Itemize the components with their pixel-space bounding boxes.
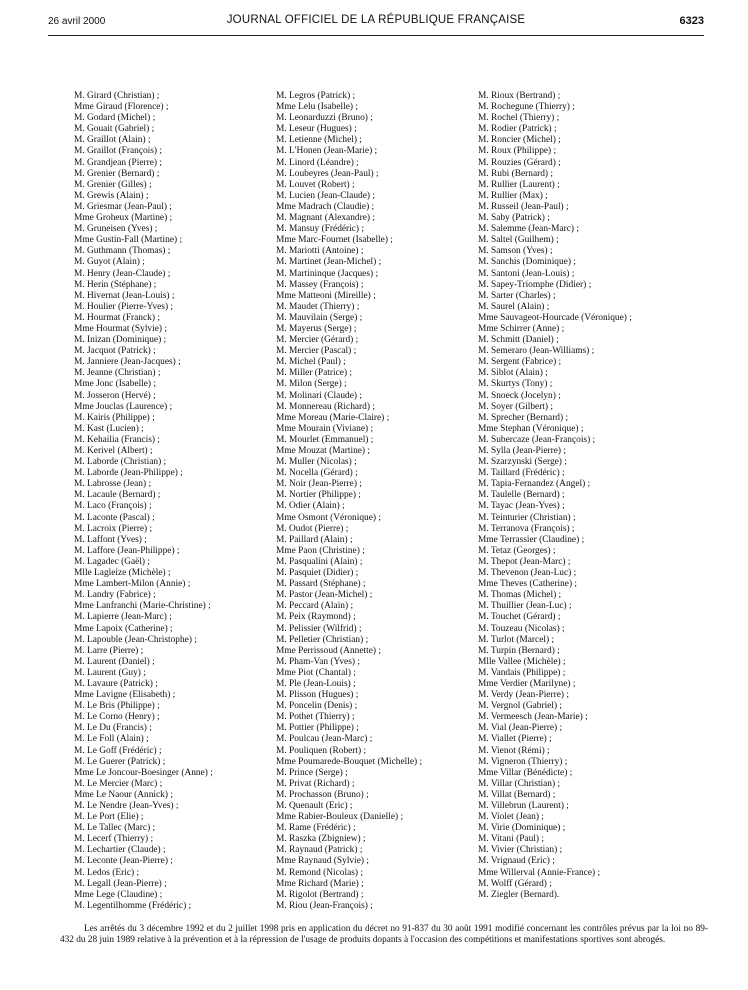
journal-title: JOURNAL OFFICIEL DE LA RÉPUBLIQUE FRANÇAISE <box>226 14 526 26</box>
name-entry: M. Milon (Serge) ; <box>276 379 347 390</box>
name-entry: M. Prochasson (Bruno) ; <box>276 789 369 800</box>
name-entry: Mme Jouclas (Laurence) ; <box>74 401 173 412</box>
name-entry: M. Saurel (Alain) ; <box>478 301 550 312</box>
name-entry: M. Odier (Alain) ; <box>276 501 345 512</box>
name-entry: M. L'Honen (Jean-Marie) ; <box>276 146 378 157</box>
name-entry: M. Privat (Richard) ; <box>276 778 355 789</box>
name-entry: M. Laurent (Guy) ; <box>74 667 146 678</box>
page-header <box>48 10 704 36</box>
issue-date: 26 avril 2000 <box>48 16 106 27</box>
name-entry: M. Prince (Serge) ; <box>276 767 348 778</box>
name-entry: M. Saby (Patrick) ; <box>478 213 550 224</box>
name-entry: Mme Lanfranchi (Marie-Christine) ; <box>74 601 211 612</box>
name-entry: M. Santoni (Jean-Louis) ; <box>478 268 575 279</box>
name-entry: M. Terranova (François) ; <box>478 523 575 534</box>
name-entry: Mme Villar (Bénédicte) ; <box>478 767 573 778</box>
name-entry: M. Taillard (Frédéric) ; <box>478 468 565 479</box>
name-entry: M. Mourlet (Emmanuel) ; <box>276 434 374 445</box>
name-entry: M. Skurtys (Tony) ; <box>478 379 553 390</box>
name-entry: M. Teinturier (Christian) ; <box>478 512 576 523</box>
name-entry: M. Le Corno (Henry) ; <box>74 712 160 723</box>
name-entry: M. Molinari (Claude) ; <box>276 390 362 401</box>
name-entry: Mme Mouzat (Martine) ; <box>276 446 370 456</box>
name-entry: Mme Paon (Christine) ; <box>276 545 365 556</box>
name-entry: M. Laconte (Pascal) ; <box>74 512 155 523</box>
name-entry: M. Siblot (Alain) ; <box>478 368 548 379</box>
name-entry: M. Godard (Michel) ; <box>74 113 156 124</box>
name-entry: M. Mercier (Pascal) ; <box>276 346 357 357</box>
name-entry: M. Riou (Jean-François) ; <box>276 900 373 911</box>
name-entry: Mme Schirrer (Anne) ; <box>478 323 565 334</box>
name-entry: Mme Piot (Chantal) ; <box>276 667 356 678</box>
name-entry: M. Jacquot (Patrick) ; <box>74 346 156 357</box>
name-entry: M. Guyot (Alain) ; <box>74 257 145 268</box>
name-entry: M. Grewis (Alain) ; <box>74 190 149 201</box>
name-entry: M. Lapierre (Jean-Marc) ; <box>74 612 172 623</box>
name-entry: M. Miller (Patrice) ; <box>276 368 353 379</box>
name-entry: Mme Matteoni (Mireille) ; <box>276 290 376 301</box>
name-entry: M. Loubeyres (Jean-Paul) ; <box>276 168 379 179</box>
name-entry: M. Noir (Jean-Pierre) ; <box>276 479 362 490</box>
name-entry: M. Louvet (Robert) ; <box>276 179 355 190</box>
name-entry: Mme Theves (Catherine) ; <box>478 579 578 590</box>
name-entry: M. Pottier (Philippe) ; <box>276 723 359 734</box>
name-entry: M. Laffore (Jean-Philippe) ; <box>74 545 180 556</box>
name-entry: M. Verdy (Jean-Pierre) ; <box>478 690 569 701</box>
name-entry: Mme Rabier-Bouleux (Danielle) ; <box>276 812 404 823</box>
name-entry: Mlle Vallee (Michèle) ; <box>478 656 566 667</box>
name-entry: M. Monnereau (Richard) ; <box>276 401 375 412</box>
name-entry: M. Roncier (Michel) ; <box>478 135 561 146</box>
name-entry: Mme Raynaud (Sylvie) ; <box>276 856 369 867</box>
name-entry: M. Josseron (Hervé) ; <box>74 390 156 401</box>
name-entry: M. Turlot (Marcel) ; <box>478 634 555 645</box>
name-entry: M. Lagadec (Gaël) ; <box>74 556 151 567</box>
name-entry: M. Rodier (Patrick) ; <box>478 124 557 135</box>
name-entry: M. Le Goff (Frédéric) ; <box>74 745 162 756</box>
name-entry: M. Vienot (Rémi) ; <box>478 745 550 756</box>
name-entry: M. Le Bris (Philippe) ; <box>74 701 160 712</box>
name-entry: M. Paillard (Alain) ; <box>276 534 353 545</box>
name-entry: Mme Moreau (Marie-Claire) ; <box>276 412 390 423</box>
name-entry: M. Sprecher (Bernard) ; <box>478 412 569 423</box>
name-entry: M. Rame (Frédéric) ; <box>276 823 356 834</box>
name-entry: M. Wolff (Gérard) ; <box>478 878 552 889</box>
name-entry: M. Kehailia (Francis) ; <box>74 434 160 445</box>
name-entry: M. Rullier (Laurent) ; <box>478 179 560 190</box>
name-entry: M. Vitani (Paul) ; <box>478 834 544 845</box>
name-entry: M. Mayerus (Serge) ; <box>276 323 357 334</box>
name-entry: M. Grenier (Gilles) ; <box>74 179 152 190</box>
name-entry: M. Legall (Jean-Pierre) ; <box>74 878 167 889</box>
name-entry: M. Guthmann (Thomas) ; <box>74 246 171 257</box>
name-entry: M. Roux (Philippe) ; <box>478 146 557 157</box>
name-entry: M. Mariotti (Antoine) ; <box>276 246 364 257</box>
name-entry: Mme Lapoix (Catherine) ; <box>74 623 173 634</box>
name-entry: M. Linord (Léandre) ; <box>276 157 359 168</box>
name-entry: M. Vandais (Philippe) ; <box>478 667 566 678</box>
name-entry: Mme Verdier (Marilyne) ; <box>478 678 576 689</box>
name-column-2 <box>276 91 476 912</box>
name-entry: M. Samson (Yves) ; <box>478 246 553 257</box>
page-number: 6323 <box>679 15 704 27</box>
name-entry: M. Graillot (Alain) ; <box>74 135 151 146</box>
name-entry: M. Plisson (Hugues) ; <box>276 690 359 701</box>
name-entry: M. Villebrun (Laurent) ; <box>478 801 569 811</box>
name-entry: M. Salemme (Jean-Marc) ; <box>478 224 580 235</box>
name-entry: M. Larre (Pierre) ; <box>74 645 144 656</box>
name-entry: M. Sylla (Jean-Pierre) ; <box>478 446 566 456</box>
header-rule <box>48 35 704 36</box>
name-entry: M. Pothet (Thierry) ; <box>276 712 355 723</box>
name-entry: M. Maudet (Thierry) ; <box>276 301 360 312</box>
name-entry: M. Lecerf (Thierry) ; <box>74 834 154 845</box>
name-entry: Mme Madrach (Claudie) ; <box>276 201 375 212</box>
name-entry: M. Muller (Nicolas) ; <box>276 457 357 468</box>
name-entry: M. Pham-Van (Yves) ; <box>276 656 360 667</box>
name-entry: M. Poncelin (Denis) ; <box>276 701 358 712</box>
footnote-decree: Les arrêtés du 3 décembre 1992 et du 2 juillet 1998 pris en application du décret no 91-837 du 30 août 1991 modifié concernant les contrôles prévus par la loi no 89-432 du 28 juin 1989 relative à la prévention et à la répression de l'usage de produits dopants à l'occasion des compétitions et manifestations sportives sont abrogés. <box>60 924 708 946</box>
name-entry: M. Pelissier (Wilfrid) ; <box>276 623 362 634</box>
name-entry: Mme Poumarede-Bouquet (Michelle) ; <box>276 756 423 767</box>
name-entry: M. Subercaze (Jean-François) ; <box>478 434 596 445</box>
name-entry: Mme Osmont (Véronique) ; <box>276 512 381 523</box>
name-entry: Mme Mourain (Viviane) ; <box>276 423 374 434</box>
name-entry: M. Thevenon (Jean-Luc) ; <box>478 568 577 579</box>
name-entry: M. Ledos (Eric) ; <box>74 867 140 878</box>
name-entry: M. Rigolot (Bertrand) ; <box>276 889 364 900</box>
name-entry: M. Vermeesch (Jean-Marie) ; <box>478 712 588 723</box>
name-entry: M. Le Foll (Alain) ; <box>74 734 149 745</box>
name-entry: M. Lacroix (Pierre) ; <box>74 523 153 534</box>
name-entry: M. Gruneisen (Yves) ; <box>74 224 158 235</box>
name-entry: M. Massey (François) ; <box>276 279 364 290</box>
name-entry: M. Vivier (Christian) ; <box>478 845 563 856</box>
name-entry: M. Ple (Jean-Louis) ; <box>276 678 356 689</box>
name-entry: M. Legentilhomme (Frédéric) ; <box>74 900 192 911</box>
name-entry: M. Tapia-Fernandez (Angel) ; <box>478 479 591 490</box>
name-entry: M. Kairis (Philippe) ; <box>74 412 155 423</box>
name-entry: Mme Hourmat (Sylvie) ; <box>74 323 167 334</box>
name-entry: M. Rullier (Max) ; <box>478 190 548 201</box>
name-entry: M. Leseur (Hugues) ; <box>276 124 357 135</box>
name-entry: M. Thepot (Jean-Marc) ; <box>478 556 571 567</box>
name-entry: M. Rouzies (Gérard) ; <box>478 157 561 168</box>
name-entry: Mme Groheux (Martine) ; <box>74 213 173 224</box>
name-entry: M. Herin (Stéphane) ; <box>74 279 157 290</box>
name-entry: M. Violet (Jean) ; <box>478 812 544 823</box>
name-entry: M. Mauvilain (Serge) ; <box>276 312 363 323</box>
name-entry: M. Virie (Dominique) ; <box>478 823 566 834</box>
name-entry: M. Le Du (Francis) ; <box>74 723 152 734</box>
name-entry: Mme Lelu (Isabelle) ; <box>276 102 358 113</box>
name-entry: M. Mansuy (Frédéric) ; <box>276 224 365 235</box>
name-entry: Mme Lege (Claudine) ; <box>74 889 163 900</box>
name-entry: M. Villar (Christian) ; <box>478 778 561 789</box>
name-entry: M. Gouait (Gabriel) ; <box>74 124 155 135</box>
name-entry: M. Rochel (Thierry) ; <box>478 113 560 124</box>
name-entry: Mme Jonc (Isabelle) ; <box>74 379 157 390</box>
name-entry: M. Villat (Bernard) ; <box>478 789 556 800</box>
name-entry: M. Letienne (Michel) ; <box>276 135 362 146</box>
name-entry: Mme Le Joncour-Boesinger (Anne) ; <box>74 767 213 778</box>
name-entry: M. Vial (Jean-Pierre) ; <box>478 723 563 734</box>
name-entry: Mme Terrassier (Claudine) ; <box>478 534 585 545</box>
name-entry: Mme Le Naour (Annick) ; <box>74 789 173 800</box>
name-entry: M. Peccard (Alain) ; <box>276 601 354 612</box>
name-entry: M. Legros (Patrick) ; <box>276 91 356 101</box>
name-entry: M. Oudot (Pierre) ; <box>276 523 349 534</box>
name-entry: M. Tetaz (Georges) ; <box>478 545 556 556</box>
name-entry: M. Janniere (Jean-Jacques) ; <box>74 357 181 368</box>
name-entry: M. Laffont (Yves) ; <box>74 534 147 545</box>
name-entry: M. Vrignaud (Eric) ; <box>478 856 555 867</box>
name-entry: M. Semeraro (Jean-Williams) ; <box>478 346 595 357</box>
name-entry: M. Pastor (Jean-Michel) ; <box>276 590 373 601</box>
name-entry: M. Peix (Raymond) ; <box>276 612 356 623</box>
name-entry: Mme Sauvageot-Hourcade (Véronique) ; <box>478 312 632 323</box>
name-entry: M. Leonarduzzi (Bruno) ; <box>276 113 373 124</box>
name-entry: Mme Lavigne (Elisabeth) ; <box>74 690 176 701</box>
name-entry: M. Le Tallec (Marc) ; <box>74 823 156 834</box>
name-column-1 <box>74 91 269 912</box>
name-entry: Mme Perrissoud (Annette) ; <box>276 645 381 656</box>
name-entry: M. Rioux (Bertrand) ; <box>478 91 561 101</box>
name-entry: M. Le Port (Elie) ; <box>74 812 144 823</box>
name-entry: M. Touzeau (Nicolas) ; <box>478 623 565 634</box>
name-entry: M. Ziegler (Bernard). <box>478 889 560 900</box>
name-entry: M. Lacaule (Bernard) ; <box>74 490 161 501</box>
name-entry: M. Nocella (Gérard) ; <box>276 468 358 479</box>
name-entry: M. Inizan (Dominique) ; <box>74 335 167 346</box>
name-entry: M. Soyer (Gilbert) ; <box>478 401 553 412</box>
name-entry: M. Pouliquen (Robert) ; <box>276 745 367 756</box>
name-entry: M. Tayac (Jean-Yves) ; <box>478 501 565 512</box>
name-entry: Mme Richard (Marie) ; <box>276 878 364 889</box>
name-entry: M. Michel (Paul) ; <box>276 357 346 368</box>
name-entry: M. Kast (Lucien) ; <box>74 423 144 434</box>
name-entry: M. Landry (Fabrice) ; <box>74 590 156 601</box>
name-entry: M. Quenault (Eric) ; <box>276 801 353 811</box>
name-entry: M. Passard (Stéphane) ; <box>276 579 366 590</box>
name-entry: Mme Giraud (Florence) ; <box>74 102 169 113</box>
name-entry: M. Hourmat (Franck) ; <box>74 312 160 323</box>
name-entry: M. Schmitt (Daniel) ; <box>478 335 559 346</box>
name-entry: M. Vergnol (Gabriel) ; <box>478 701 563 712</box>
name-entry: M. Mercier (Gérard) ; <box>276 335 359 346</box>
name-entry: M. Szarzynski (Serge) ; <box>478 457 567 468</box>
name-entry: M. Grandjean (Pierre) ; <box>74 157 162 168</box>
name-entry: M. Thomas (Michel) ; <box>478 590 562 601</box>
name-entry: M. Touchet (Gérard) ; <box>478 612 561 623</box>
name-entry: M. Snoeck (Jocelyn) ; <box>478 390 561 401</box>
name-entry: M. Lapouble (Jean-Christophe) ; <box>74 634 197 645</box>
name-entry: M. Thuillier (Jean-Luc) ; <box>478 601 572 612</box>
name-entry: Mme Gustin-Fall (Martine) ; <box>74 235 183 246</box>
name-entry: M. Pelletier (Christian) ; <box>276 634 369 645</box>
name-entry: M. Saltel (Guilhem) ; <box>478 235 559 246</box>
name-entry: Mme Willerval (Annie-France) ; <box>478 867 601 878</box>
name-entry: M. Martininque (Jacques) ; <box>276 268 379 279</box>
name-entry: M. Rubi (Bernard) ; <box>478 168 553 179</box>
name-entry: M. Taulelle (Bernard) ; <box>478 490 565 501</box>
name-entry: Mme Stephan (Véronique) ; <box>478 423 584 434</box>
name-entry: M. Le Mercier (Marc) ; <box>74 778 163 789</box>
name-entry: M. Le Nendre (Jean-Yves) ; <box>74 801 179 811</box>
name-entry: Mlle Lagleize (Michèle) ; <box>74 568 171 579</box>
name-entry: M. Laborde (Christian) ; <box>74 457 167 468</box>
name-entry: M. Sarter (Charles) ; <box>478 290 556 301</box>
name-entry: M. Griesmar (Jean-Paul) ; <box>74 201 172 212</box>
name-entry: Mme Lambert-Milon (Annie) ; <box>74 579 191 590</box>
name-entry: M. Remond (Nicolas) ; <box>276 867 363 878</box>
name-entry: M. Lechartier (Claude) ; <box>74 845 166 856</box>
name-entry: M. Russeil (Jean-Paul) ; <box>478 201 569 212</box>
name-entry: M. Raynaud (Patrick) ; <box>276 845 363 856</box>
name-entry: M. Poulcau (Jean-Marc) ; <box>276 734 373 745</box>
name-entry: M. Sapey-Triomphe (Didier) ; <box>478 279 592 290</box>
name-entry: M. Martinet (Jean-Michel) ; <box>276 257 382 268</box>
name-entry: M. Houlier (Pierre-Yves) ; <box>74 301 174 312</box>
name-entry: M. Grenier (Bernard) ; <box>74 168 160 179</box>
name-entry: M. Magnant (Alexandre) ; <box>276 213 375 224</box>
name-entry: M. Rochegune (Thierry) ; <box>478 102 575 113</box>
name-entry: M. Girard (Christian) ; <box>74 91 160 101</box>
name-entry: M. Turpin (Bernard) ; <box>478 645 560 656</box>
name-entry: M. Raszka (Zbigniew) ; <box>276 834 366 845</box>
name-column-3 <box>478 91 693 901</box>
name-entry: M. Viallet (Pierre) ; <box>478 734 552 745</box>
name-entry: M. Laco (François) ; <box>74 501 152 512</box>
name-entry: Mme Marc-Fournet (Isabelle) ; <box>276 235 393 246</box>
name-entry: M. Labrosse (Jean) ; <box>74 479 152 490</box>
name-entry: M. Laurent (Daniel) ; <box>74 656 155 667</box>
name-entry: M. Laborde (Jean-Philippe) ; <box>74 468 183 479</box>
name-entry: M. Graillot (François) ; <box>74 146 163 157</box>
name-entry: M. Sergent (Fabrice) ; <box>478 357 562 368</box>
name-entry: M. Pasqualini (Alain) ; <box>276 556 363 567</box>
name-entry: M. Le Guerer (Patrick) ; <box>74 756 166 767</box>
name-entry: M. Lucien (Jean-Claude) ; <box>276 190 375 201</box>
name-entry: M. Vigneron (Thierry) ; <box>478 756 568 767</box>
name-entry: M. Leconte (Jean-Pierre) ; <box>74 856 173 867</box>
name-entry: M. Jeanne (Christian) ; <box>74 368 161 379</box>
name-entry: M. Pasquiet (Didier) ; <box>276 568 359 579</box>
name-entry: M. Nortier (Philippe) ; <box>276 490 361 501</box>
name-entry: M. Lavaure (Patrick) ; <box>74 678 158 689</box>
name-entry: M. Sanchis (Dominique) ; <box>478 257 576 268</box>
name-entry: M. Henry (Jean-Claude) ; <box>74 268 171 279</box>
name-entry: M. Kerivel (Albert) ; <box>74 446 153 456</box>
name-entry: M. Hivernat (Jean-Louis) ; <box>74 290 175 301</box>
